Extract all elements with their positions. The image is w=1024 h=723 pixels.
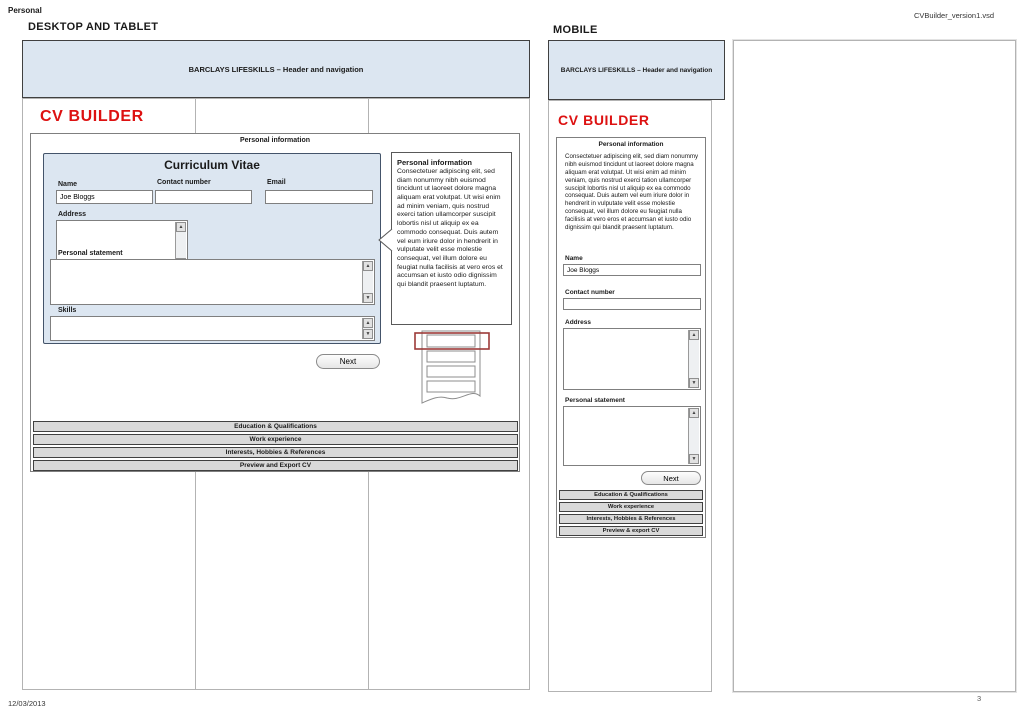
mobile-intro-text: Consectetuer adipiscing elit, sed diam nonummy nibh euismod tincidunt ut laoreet dolore magna aliquam erat volutpat. Ut wisi enim ad minim veniam, quis nostrud exerci tation ullamcorper suscipit lobortis nisl ut aliquip ex ea commodo consequat. Duis autem vel eum iriure dolor in hendrerit in vulputate velit esse molestie consequat, vel illum dolore eu feugiat nulla facilisis at vero eros et accumsan et iusto odio dignissim qui blandit praesent luptatum. — [565, 153, 699, 231]
name-label: Name — [565, 255, 583, 262]
cv-form-panel — [43, 153, 381, 344]
page-date: 12/03/2013 — [8, 699, 46, 708]
callout-title: Personal information — [397, 158, 473, 167]
contact-number-input[interactable] — [155, 190, 252, 204]
accordion-work-experience[interactable]: Work experience — [559, 502, 703, 512]
personal-statement-textarea[interactable] — [563, 406, 701, 466]
accordion-preview-export[interactable]: Preview and Export CV — [33, 460, 518, 471]
accordion-preview-export[interactable]: Preview & export CV — [559, 526, 703, 536]
name-input[interactable] — [56, 190, 153, 204]
page-sections-sketch — [395, 326, 495, 408]
form-title: Curriculum Vitae — [164, 158, 260, 172]
name-label: Name — [58, 181, 78, 188]
desktop-header-bar — [22, 40, 530, 98]
address-textarea[interactable] — [563, 328, 701, 390]
desktop-section-title: DESKTOP AND TABLET — [28, 21, 159, 33]
accordion-work-experience[interactable]: Work experience — [33, 434, 518, 445]
mobile-app-title: CV BUILDER — [558, 112, 650, 128]
mobile-tab-personal-information[interactable]: Personal information — [598, 141, 664, 148]
scroll-up-icon[interactable]: ▲ — [689, 408, 699, 418]
scroll-down-icon[interactable]: ▼ — [689, 378, 699, 388]
scroll-up-icon[interactable]: ▲ — [363, 318, 373, 328]
skills-textarea[interactable] — [50, 316, 375, 341]
name-input[interactable] — [563, 264, 701, 276]
personal-statement-label: Personal statement — [58, 250, 123, 257]
email-input[interactable] — [265, 190, 373, 204]
contact-number-input[interactable] — [563, 298, 701, 310]
scroll-up-icon[interactable]: ▲ — [689, 330, 699, 340]
next-button[interactable]: Next — [641, 471, 701, 485]
scroll-down-icon[interactable]: ▼ — [363, 293, 373, 303]
mobile-section-title: MOBILE — [553, 24, 598, 36]
skills-scrollbar[interactable] — [362, 318, 373, 339]
address-label: Address — [565, 319, 592, 326]
scroll-up-icon[interactable]: ▲ — [363, 261, 373, 271]
breadcrumb: Personal — [8, 6, 42, 15]
accordion-education-qualifications[interactable]: Education & Qualifications — [559, 490, 703, 500]
desktop-app-title: CV BUILDER — [40, 108, 144, 125]
callout-body: Consectetuer adipiscing elit, sed diam nonummy nibh euismod tincidunt ut laoreet dolore magna aliquam erat volutpat. Ut wisi enim ad minim veniam, quis nostrud exerci tation ullamcorper suscipit lobortis nisl ut aliquip ex ea commodo consequat. Duis autem vel eum iriure dolor in hendrerit in vulputate velit esse molestie consequat, vel illum dolore eu feugiat nulla facilisis at vero eros et accumsan et iusto odio dignissim qui blandit praesent luptatum. — [397, 168, 503, 288]
email-label: Email — [267, 179, 286, 186]
scroll-up-icon[interactable]: ▲ — [176, 222, 186, 232]
file-name: CVBuilder_version1.vsd — [913, 11, 994, 20]
personal-statement-label: Personal statement — [565, 397, 625, 404]
accordion-education-qualifications[interactable]: Education & Qualifications — [33, 421, 518, 432]
mobile-header-bar-label: BARCLAYS LIFESKILLS – Header and navigation — [560, 66, 713, 74]
contact-number-label: Contact number — [565, 289, 615, 296]
accordion-interests-hobbies-references[interactable]: Interests, Hobbies & References — [559, 514, 703, 524]
mobile-wireframe — [556, 137, 706, 538]
address-label: Address — [58, 211, 87, 218]
personal-statement-scrollbar[interactable] — [362, 261, 373, 303]
page-number: 3 — [977, 694, 982, 703]
desktop-tab-personal-information[interactable]: Personal information — [239, 137, 310, 144]
desktop-header-bar-label: BARCLAYS LIFESKILLS – Header and navigation — [188, 64, 364, 74]
contact-number-label: Contact number — [157, 179, 211, 186]
scroll-down-icon[interactable]: ▼ — [363, 329, 373, 339]
personal-statement-scrollbar[interactable] — [688, 408, 699, 464]
next-button[interactable]: Next — [316, 354, 380, 369]
accordion-interests-hobbies-references[interactable]: Interests, Hobbies & References — [33, 447, 518, 458]
empty-panel — [733, 40, 1016, 692]
skills-label: Skills — [58, 307, 77, 314]
callout-pointer — [378, 229, 393, 251]
personal-statement-textarea[interactable] — [50, 259, 375, 305]
address-scrollbar[interactable] — [688, 330, 699, 388]
annotation-callout — [391, 152, 512, 325]
mobile-header-bar — [548, 40, 725, 100]
scroll-down-icon[interactable]: ▼ — [689, 454, 699, 464]
